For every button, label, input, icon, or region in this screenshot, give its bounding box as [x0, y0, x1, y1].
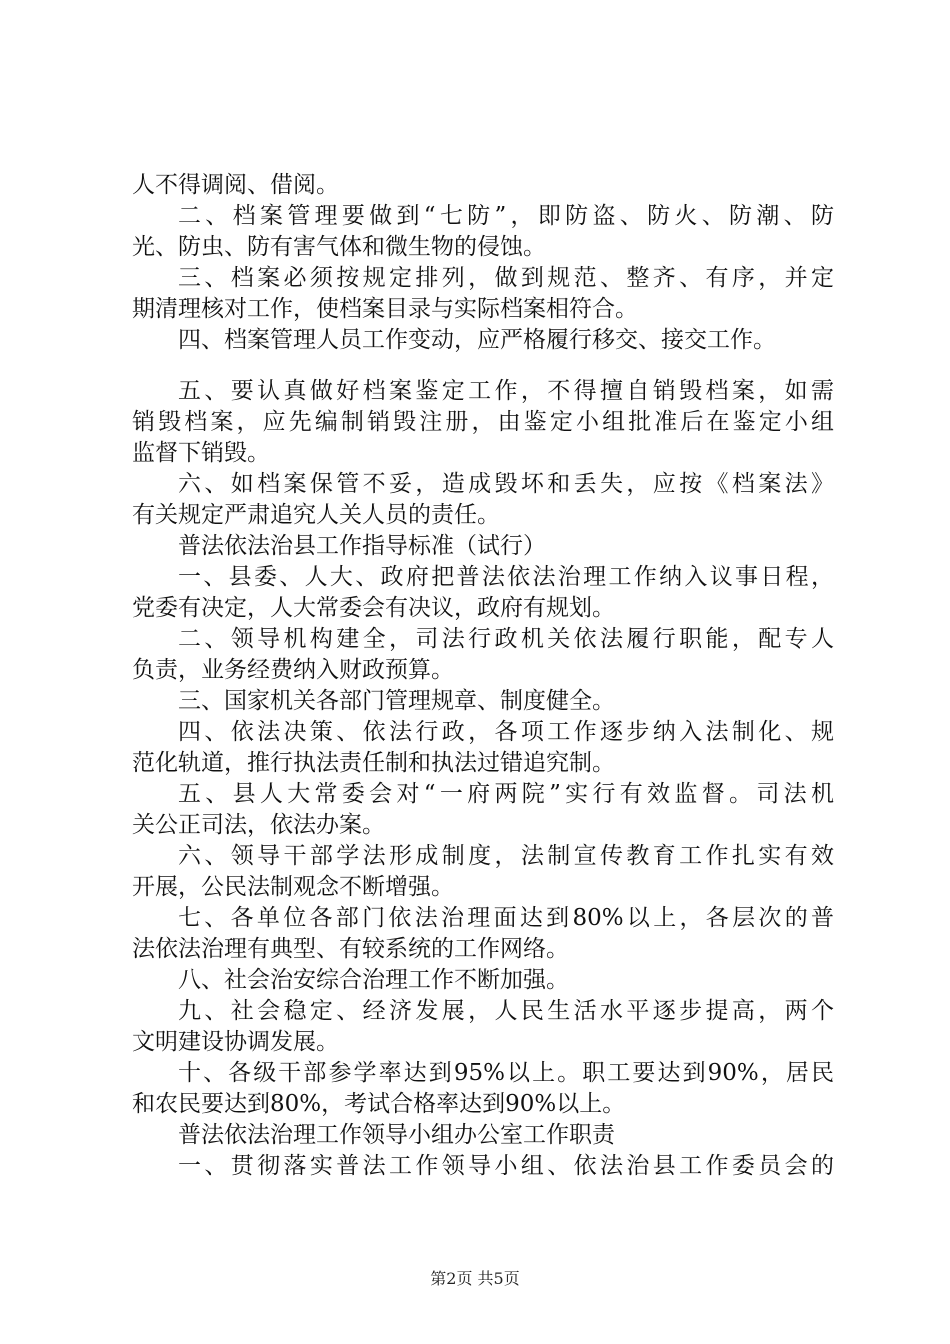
text-line: 有关规定严肃追究人关人员的责任。	[132, 502, 500, 528]
section-heading: 普法依法治县工作指导标准（试行）	[178, 533, 546, 559]
text-line: 和农民要达到80%，考试合格率达到90%以上。	[132, 1091, 626, 1117]
text-line: 五、要认真做好档案鉴定工作，不得擅自销毁档案，如需	[178, 378, 834, 404]
text-line: 法依法治理有典型、有较系统的工作网络。	[132, 936, 569, 962]
text-line: 一、县委、人大、政府把普法依法治理工作纳入议事日程，	[178, 564, 834, 590]
text-line: 六、如档案保管不妥，造成毁坏和丢失，应按《档案法》	[178, 471, 834, 497]
text-line: 三、国家机关各部门管理规章、制度健全。	[178, 688, 615, 714]
text-line: 四、依法决策、依法行政，各项工作逐步纳入法制化、规	[178, 719, 834, 745]
page-footer: 第2页 共5页	[430, 1269, 520, 1288]
body-text	[132, 170, 834, 1182]
text-line: 销毁档案，应先编制销毁注册，由鉴定小组批准后在鉴定小组	[132, 409, 834, 435]
text-line: 二、档案管理要做到“七防”，即防盗、防火、防潮、防	[178, 203, 834, 229]
text-line: 党委有决定，人大常委会有决议，政府有规划。	[132, 595, 615, 621]
text-line: 五、县人大常委会对“一府两院”实行有效监督。司法机	[178, 781, 834, 807]
section-heading: 普法依法治理工作领导小组办公室工作职责	[178, 1122, 615, 1148]
text-line: 四、档案管理人员工作变动，应严格履行移交、接交工作。	[178, 327, 776, 353]
text-line: 负责，业务经费纳入财政预算。	[132, 657, 454, 683]
text-line: 八、社会治安综合治理工作不断加强。	[178, 967, 569, 993]
text-line: 监督下销毁。	[132, 440, 270, 466]
text-line: 开展，公民法制观念不断增强。	[132, 874, 454, 900]
text-line: 期清理核对工作，使档案目录与实际档案相符合。	[132, 296, 638, 322]
text-line: 光、防虫、防有害气体和微生物的侵蚀。	[132, 234, 546, 260]
paragraph-gap	[132, 356, 834, 376]
text-line: 人不得调阅、借阅。	[132, 172, 339, 198]
text-line: 七、各单位各部门依法治理面达到80%以上，各层次的普	[178, 905, 834, 931]
text-line: 十、各级干部参学率达到95%以上。职工要达到90%，居民	[178, 1060, 834, 1086]
text-line: 九、社会稳定、经济发展，人民生活水平逐步提高，两个	[178, 998, 834, 1024]
text-line: 关公正司法，依法办案。	[132, 812, 385, 838]
text-line: 范化轨道，推行执法责任制和执法过错追究制。	[132, 750, 615, 776]
text-line: 文明建设协调发展。	[132, 1029, 339, 1055]
text-line: 六、领导干部学法形成制度，法制宣传教育工作扎实有效	[178, 843, 834, 869]
text-line: 三、档案必须按规定排列，做到规范、整齐、有序，并定	[178, 265, 834, 291]
text-line: 二、领导机构建全，司法行政机关依法履行职能，配专人	[178, 626, 834, 652]
text-line: 一、贯彻落实普法工作领导小组、依法治县工作委员会的	[178, 1153, 834, 1179]
